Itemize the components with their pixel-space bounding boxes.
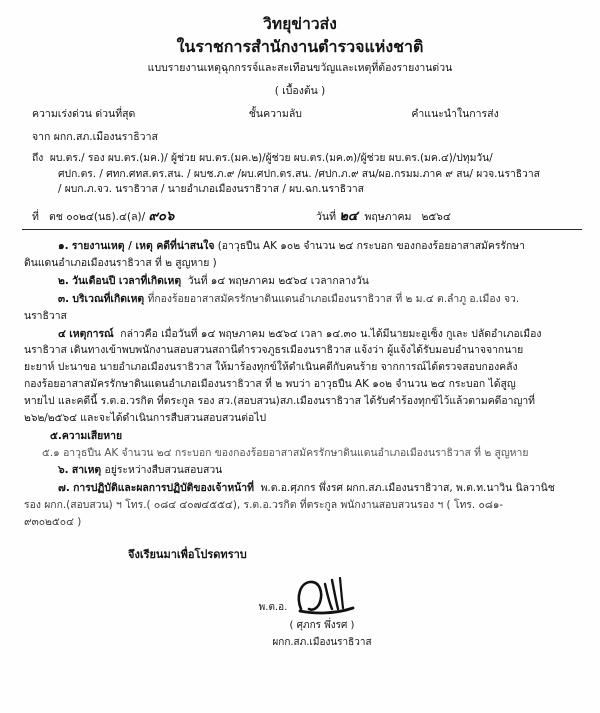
report-item-7-line-1	[24, 480, 580, 497]
report-item-3	[24, 291, 580, 325]
reference-handwritten-number: ๙๐๖	[148, 209, 175, 225]
header-divider	[22, 229, 582, 230]
report-item-6-heading: สาเหตุ	[71, 464, 102, 477]
report-item-5-line-1	[24, 428, 580, 445]
report-item-4-number: ๔	[58, 327, 66, 340]
date-year: ๒๕๖๔	[421, 211, 451, 224]
report-item-3-text: ที่กองร้อยอาสาสมัครรักษาดินแดนอำเภอเมืองนราธิวาส ที่ ๒ ม.๔ ต.ลำภู อ.เมือง จว.	[147, 292, 520, 305]
handwritten-signature-icon	[291, 575, 377, 617]
document-header	[0, 0, 600, 98]
urgency-label: ความเร่งด่วน ด่วนที่สุด	[32, 107, 136, 120]
signer-name: ( ศุภกร พึ่งรศ )	[289, 619, 355, 631]
report-item-1-text: (อาวุธปืน AK ๑๐๒ จำนวน ๒๔ กระบอก ของกองร้อยอาสาสมัครรักษา	[217, 240, 525, 253]
date-cell	[316, 205, 600, 226]
report-item-7-text: พ.ต.อ.ศุภกร พึ่งรศ ผกก.สภ.เมืองนราธิวาส, พ.ต.ท.นาวิน นิลวานิช	[260, 482, 555, 495]
recipients-line-1-text: ผบ.ตร./ รอง ผบ.ตร.(มค.)/ ผู้ช่วย ผบ.ตร.(มค.๒)/ผู้ช่วย ผบ.ตร.(มค.๓)/ผู้ช่วย ผบ.ตร.(มค.๔)/ปทุมวัน/	[49, 151, 493, 164]
signature-block	[0, 575, 600, 650]
reference-label: ที่	[32, 211, 39, 224]
report-item-7-body-line-2: ๙๓๐๒๕๐๔ )	[24, 515, 82, 528]
closing-statement: จึงเรียนมาเพื่อโปรดทราบ	[128, 547, 247, 561]
report-item-6-number: ๖.	[58, 464, 69, 477]
report-item-4-text: กล่าวคือ เมื่อวันที่ ๑๔ พฤษภาคม ๒๕๖๔ เวลา ๑๔.๓๐ น.ได้มีนายมะอูเซ็ง กูเละ ปลัดอำเภอเมือง	[120, 327, 542, 340]
meta-row	[0, 105, 600, 122]
report-item-1-line-1	[24, 238, 580, 255]
report-item-2-text: วันที่ ๑๔ พฤษภาคม ๒๕๖๔ เวลากลางวัน	[187, 275, 369, 288]
report-item-4-line-1	[24, 326, 580, 343]
report-item-7-heading: การปฏิบัติและผลการปฏิบัติของเจ้าหน้าที่	[73, 482, 254, 495]
report-item-4-body-line-2: ยะยาห์ ปะนาขอ นายอำเภอเมืองนราธิวาส ให้มาร้องทุกข์ให้ดำเนินคดีกับคนร้าย จากการณ์ได้ตรวจสอบกองคลัง	[24, 361, 518, 374]
agency-title: ในราชการสำนักงานตำรวจแห่งชาติ	[176, 36, 424, 56]
report-item-1-continuation: ดินแดนอำเภอเมืองนราธิวาส ที่ ๒ สูญหาย )	[24, 257, 217, 270]
date-handwritten-day: ๒๔	[339, 209, 358, 225]
signer-position: ผกก.สภ.เมืองนราธิวาส	[272, 636, 372, 648]
page-title: วิทยุข่าวส่ง	[263, 15, 337, 33]
report-item-5-heading: ความเสียหาย	[61, 429, 123, 442]
report-item-4-body-line-1: นราธิวาส เดินทางเข้าพบพนักงานสอบสวนสถานีตำรวจภูธรเมืองนราธิวาส แจ้งว่า ผู้แจ้งได้รับมอบอำนาจจากนาย	[24, 344, 524, 357]
report-item-3-number: ๓.	[58, 292, 70, 305]
reference-cell	[32, 205, 316, 226]
date-label: วันที่	[316, 211, 336, 224]
report-item-3-line-1	[24, 291, 580, 308]
recipients-line-2: ศปก.ตร. / ศทก.ศทส.ตร.สน. / ผบช.ภ.๙ /ผบ.ศปก.ตร.สน. /ศปก.ภ.๙ สน/ผอ.กรมม.ภาค ๙ สน/ ผวจ.นราธิวาส	[58, 167, 540, 180]
report-item-6	[24, 462, 580, 479]
signature-rank: พ.ต.อ.	[258, 601, 288, 613]
report-item-7-number: ๗.	[58, 482, 70, 495]
report-item-5	[24, 428, 580, 462]
report-item-7	[24, 480, 580, 531]
report-item-2-number: ๒.	[58, 275, 69, 288]
report-item-5-sub-line: ๕.๑ อาวุธปืน AK จำนวน ๒๔ กระบอก ของกองร้อยอาสาสมัครรักษาดินแดนอำเภอเมืองนราธิวาส ที่ ๒ สูญหาย	[42, 446, 529, 459]
report-item-2-line-1	[24, 273, 580, 290]
signature-row	[259, 575, 378, 617]
report-item-4-body-line-3: กองร้อยอาสาสมัครรักษาดินแดนอำเภอเมืองนราธิวาส ที่ ๒ พบว่า อาวุธปืน AK ๑๐๒ จำนวน ๒๔ กระบอก ได้สูญ	[24, 378, 516, 391]
reference-value: ตช ๐๐๒๔(นธ).๔(ล)/	[48, 211, 146, 224]
report-item-1-number: ๑.	[58, 240, 69, 253]
recipients-line-3: / ผบก.ภ.จว. นราธิวาส / นายอำเภอเมืองนราธิวาส / ผบ.ฉก.นราธิวาส	[58, 183, 364, 196]
report-item-6-line-1	[24, 462, 580, 479]
report-item-4	[24, 326, 580, 427]
report-item-1	[24, 238, 580, 272]
report-item-4-body-line-5: ๒๖๒/๒๕๖๔ และจะได้ดำเนินการสืบสวนสอบสวนต่อไป	[24, 411, 267, 424]
recipients-block	[0, 151, 600, 199]
preliminary-label: ( เบื้องต้น )	[274, 84, 326, 97]
report-item-2-heading: วันเดือนปี เวลาที่เกิดเหตุ	[72, 275, 182, 288]
report-item-6-text: อยู่ระหว่างสืบสวนสอบสวน	[104, 464, 223, 477]
report-item-3-heading: บริเวณที่เกิดเหตุ	[72, 292, 145, 305]
recipients-line-1	[32, 151, 586, 167]
date-month: พฤษภาคม	[364, 211, 412, 224]
document-body	[0, 238, 600, 530]
to-prefix: ถึง	[32, 151, 44, 164]
report-item-1-heading: รายงานเหตุ / เหตุ คดีที่น่าสนใจ	[71, 240, 215, 253]
reference-date-row	[0, 205, 600, 226]
report-item-3-continuation: นราธิวาส	[24, 309, 67, 322]
report-item-2	[24, 273, 580, 290]
form-name: แบบรายงานเหตุฉุกกรรจ์และสะเทือนขวัญและเหตุที่ต้องรายงานด่วน	[147, 62, 453, 75]
report-item-4-body-line-4: หายไป และคดีนี้ ร.ต.อ.วรกิต ที่ตระกูล รอง สว.(สอบสวน)สภ.เมืองนราธิวาส ได้รับคำร้องทุกข์ไว้แล้วตามคดีอาญาที่	[24, 395, 536, 407]
secrecy-label: ชั้นความลับ	[248, 107, 302, 120]
report-item-5-number: ๕.	[50, 429, 62, 442]
from-line: จาก ผกก.สภ.เมืองนราธิวาส	[32, 130, 158, 143]
report-item-7-body-line-1: รอง ผกก.(สอบสวน) ฯ โทร.( ๐๘๔ ๔๐๗๔๕๕๔), ร.ต.อ.วรกิต ที่ตระกูล พนักงานสอบสวนรอง ฯ ( โทร. ๐๘๑-	[24, 499, 504, 512]
report-item-4-heading: เหตุการณ์	[69, 327, 114, 340]
sending-advice-label: คำแนะนำในการส่ง	[411, 107, 499, 120]
